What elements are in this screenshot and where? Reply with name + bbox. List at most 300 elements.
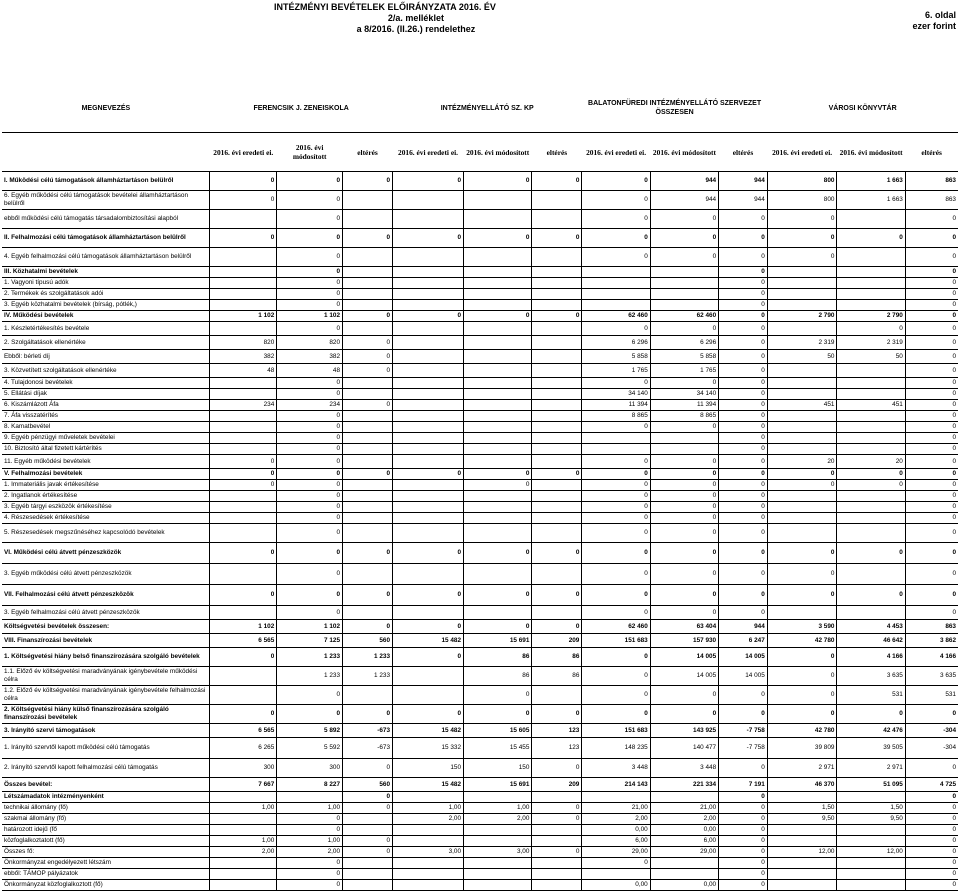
value-cell: 2 971	[767, 759, 837, 778]
value-cell	[393, 513, 464, 524]
blank-header	[2, 133, 210, 172]
value-cell: 0	[719, 480, 768, 491]
value-cell: 0	[343, 311, 393, 322]
value-cell: -304	[905, 738, 958, 759]
value-cell	[532, 444, 582, 455]
value-cell: 1,50	[837, 803, 905, 814]
row-label: 2. Ingatlanok értékesítése	[2, 491, 210, 502]
value-cell	[210, 433, 277, 444]
table-row	[2, 634, 958, 648]
value-cell: 0	[582, 564, 650, 585]
value-cell: 0	[343, 364, 393, 378]
value-cell	[393, 300, 464, 311]
row-label: határozott idejű (fő	[2, 825, 210, 836]
value-cell	[767, 513, 837, 524]
value-cell	[532, 858, 582, 869]
table-row	[2, 847, 958, 858]
value-cell	[210, 667, 277, 686]
value-cell: 0	[767, 686, 837, 705]
value-cell: 0	[767, 543, 837, 564]
value-cell: 944	[650, 172, 718, 191]
value-cell: 0	[719, 229, 768, 248]
value-cell	[582, 792, 650, 803]
value-cell	[464, 433, 532, 444]
value-cell	[837, 378, 905, 389]
value-cell: 1,00	[277, 803, 343, 814]
value-cell	[210, 513, 277, 524]
table-row	[2, 724, 958, 738]
value-cell	[464, 513, 532, 524]
value-cell: 0	[719, 825, 768, 836]
value-cell: 800	[767, 172, 837, 191]
sub-header-cell: 2016. évi módosított	[650, 133, 718, 172]
value-cell: 0	[343, 836, 393, 847]
value-cell	[582, 433, 650, 444]
value-cell	[650, 792, 718, 803]
value-cell: 0	[343, 705, 393, 724]
value-cell: 86	[532, 648, 582, 667]
value-cell	[464, 869, 532, 880]
value-cell: 0	[767, 480, 837, 491]
value-cell: 0	[210, 705, 277, 724]
value-cell: 0	[277, 491, 343, 502]
row-label: ebből működési célú támogatás társadalombiztosítási alapból	[2, 210, 210, 229]
value-cell: 140 477	[650, 738, 718, 759]
value-cell: 1 233	[343, 648, 393, 667]
value-cell: 0	[719, 350, 768, 364]
value-cell	[393, 248, 464, 267]
value-cell: 0	[464, 311, 532, 322]
table-row	[2, 491, 958, 502]
value-cell: 0	[582, 524, 650, 543]
value-cell	[650, 444, 718, 455]
col-name-header: MEGNEVEZÉS	[2, 84, 210, 133]
value-cell	[464, 278, 532, 289]
value-cell: 29,00	[582, 847, 650, 858]
value-cell: 234	[210, 400, 277, 411]
value-cell: 4 166	[905, 648, 958, 667]
value-cell	[650, 869, 718, 880]
table-row	[2, 400, 958, 411]
value-cell	[837, 606, 905, 620]
table-row	[2, 606, 958, 620]
value-cell: 12,00	[837, 847, 905, 858]
value-cell: 0	[719, 422, 768, 433]
sub-header-cell: eltérés	[532, 133, 582, 172]
value-cell: 0	[650, 455, 718, 469]
value-cell	[837, 444, 905, 455]
table-row	[2, 502, 958, 513]
value-cell: 0	[464, 480, 532, 491]
value-cell: -673	[343, 738, 393, 759]
value-cell: 0	[767, 229, 837, 248]
value-cell	[464, 336, 532, 350]
value-cell: 944	[719, 620, 768, 634]
row-label: 3. Egyéb tárgyi eszközök értékesítése	[2, 502, 210, 513]
value-cell	[464, 491, 532, 502]
value-cell: 560	[343, 778, 393, 792]
value-cell	[393, 210, 464, 229]
value-cell: 0	[767, 667, 837, 686]
value-cell	[343, 869, 393, 880]
value-cell: 0	[719, 300, 768, 311]
value-cell: 39 505	[837, 738, 905, 759]
value-cell: 0	[905, 248, 958, 267]
row-label: IV. Működési bevételek	[2, 311, 210, 322]
value-cell	[837, 513, 905, 524]
value-cell: 0	[650, 543, 718, 564]
value-cell: 0	[343, 229, 393, 248]
value-cell: 0	[719, 543, 768, 564]
value-cell: 0	[837, 322, 905, 336]
value-cell	[464, 400, 532, 411]
value-cell: 0	[905, 564, 958, 585]
value-cell: 0	[277, 814, 343, 825]
value-cell	[464, 836, 532, 847]
sub-header-cell: 2016. évi módosított	[277, 133, 343, 172]
value-cell	[393, 686, 464, 705]
value-cell: 0	[532, 759, 582, 778]
value-cell: 0,00	[650, 880, 718, 891]
value-cell	[650, 278, 718, 289]
value-cell: 3 448	[582, 759, 650, 778]
table-row	[2, 289, 958, 300]
row-label: 1.1. Előző év költségvetési maradványának igénybevétele működési célra	[2, 667, 210, 686]
value-cell: 0	[837, 469, 905, 480]
table-row	[2, 300, 958, 311]
value-cell: 0	[719, 564, 768, 585]
group-header: INTÉZMÉNYELLÁTÓ SZ. KP	[393, 84, 582, 133]
value-cell	[532, 278, 582, 289]
table-row	[2, 792, 958, 803]
value-cell: 0	[650, 705, 718, 724]
value-cell: 0	[393, 469, 464, 480]
table-row	[2, 469, 958, 480]
value-cell: 0	[650, 502, 718, 513]
value-cell: 0	[582, 480, 650, 491]
value-cell: 0	[905, 825, 958, 836]
value-cell: 0	[532, 705, 582, 724]
value-cell: 0	[905, 759, 958, 778]
row-label: 3. Egyéb felhalmozási célú átvett pénzeszközök	[2, 606, 210, 620]
row-label: 10. Biztosító által fizetett kártérítés	[2, 444, 210, 455]
value-cell	[464, 858, 532, 869]
value-cell: 0	[905, 792, 958, 803]
value-cell: 863	[905, 620, 958, 634]
value-cell: 0	[719, 869, 768, 880]
value-cell	[210, 411, 277, 422]
value-cell: 0	[837, 543, 905, 564]
value-cell	[767, 880, 837, 891]
value-cell: 0	[277, 502, 343, 513]
value-cell	[767, 411, 837, 422]
value-cell: 7 125	[277, 634, 343, 648]
row-label: Költségvetési bevételek összesen:	[2, 620, 210, 634]
value-cell: 15 455	[464, 738, 532, 759]
value-cell	[837, 267, 905, 278]
value-cell	[767, 422, 837, 433]
value-cell: 3 862	[905, 634, 958, 648]
value-cell: 944	[719, 172, 768, 191]
value-cell: 0	[767, 210, 837, 229]
value-cell: 0	[719, 502, 768, 513]
value-cell	[837, 869, 905, 880]
value-cell: 5 858	[650, 350, 718, 364]
row-label: Összes fő:	[2, 847, 210, 858]
value-cell	[343, 422, 393, 433]
value-cell: 0	[905, 378, 958, 389]
table-row	[2, 229, 958, 248]
annex-label: 2/a. melléklet	[387, 13, 444, 23]
value-cell: 0	[532, 311, 582, 322]
value-cell: 0	[393, 172, 464, 191]
value-cell: 0	[650, 480, 718, 491]
value-cell	[393, 880, 464, 891]
value-cell: 3,00	[393, 847, 464, 858]
value-cell: 0	[905, 858, 958, 869]
value-cell: 0	[719, 248, 768, 267]
value-cell: 0	[277, 455, 343, 469]
value-cell	[464, 378, 532, 389]
row-label: 4. Egyéb felhalmozási célú támogatások államháztartáson belülről	[2, 248, 210, 267]
value-cell: 1 233	[277, 648, 343, 667]
value-cell: 0	[719, 491, 768, 502]
value-cell: 21,00	[650, 803, 718, 814]
table-row	[2, 648, 958, 667]
table-row	[2, 814, 958, 825]
value-cell: 0	[767, 585, 837, 606]
value-cell	[210, 289, 277, 300]
value-cell	[343, 289, 393, 300]
value-cell: 2,00	[393, 814, 464, 825]
value-cell: 0	[905, 411, 958, 422]
value-cell	[532, 389, 582, 400]
value-cell: 0	[393, 229, 464, 248]
table-row	[2, 422, 958, 433]
value-cell: 209	[532, 778, 582, 792]
value-cell: 2,00	[210, 847, 277, 858]
row-label: Létszámadatok intézményenként	[2, 792, 210, 803]
table-row	[2, 620, 958, 634]
value-cell	[210, 880, 277, 891]
value-cell: 0	[719, 210, 768, 229]
value-cell: 0	[582, 648, 650, 667]
value-cell: 0	[719, 322, 768, 336]
value-cell: 0	[277, 248, 343, 267]
value-cell: 0	[905, 389, 958, 400]
value-cell	[210, 825, 277, 836]
value-cell: 0	[767, 469, 837, 480]
value-cell: 1 663	[837, 191, 905, 210]
value-cell: 0	[767, 705, 837, 724]
value-cell: 531	[905, 686, 958, 705]
value-cell	[393, 564, 464, 585]
value-cell: 0	[719, 469, 768, 480]
value-cell	[210, 322, 277, 336]
value-cell	[210, 300, 277, 311]
value-cell: 62 460	[650, 311, 718, 322]
value-cell	[277, 792, 343, 803]
value-cell: 0	[905, 210, 958, 229]
value-cell	[837, 389, 905, 400]
value-cell	[837, 825, 905, 836]
value-cell	[532, 825, 582, 836]
value-cell: 4 725	[905, 778, 958, 792]
value-cell: 29,00	[650, 847, 718, 858]
row-label: Ebből: bérleti díj	[2, 350, 210, 364]
value-cell	[393, 191, 464, 210]
value-cell: 0	[719, 311, 768, 322]
value-cell	[464, 322, 532, 336]
value-cell: 382	[210, 350, 277, 364]
value-cell: 15 482	[393, 724, 464, 738]
value-cell: 157 930	[650, 634, 718, 648]
value-cell	[393, 455, 464, 469]
value-cell: 0	[719, 400, 768, 411]
value-cell	[837, 433, 905, 444]
value-cell: 123	[532, 738, 582, 759]
value-cell: 0	[650, 210, 718, 229]
value-cell	[837, 278, 905, 289]
value-cell	[532, 364, 582, 378]
value-cell: 0	[277, 606, 343, 620]
value-cell: 0	[277, 564, 343, 585]
value-cell	[343, 606, 393, 620]
value-cell: 0	[277, 389, 343, 400]
row-label: 7. Áfa visszatérítés	[2, 411, 210, 422]
row-label: 2. Szolgáltatások ellenértéke	[2, 336, 210, 350]
row-label: 5. Ellátási díjak	[2, 389, 210, 400]
sub-header-row	[2, 133, 958, 172]
table-row	[2, 411, 958, 422]
value-cell: 451	[767, 400, 837, 411]
table-row	[2, 667, 958, 686]
table-row	[2, 869, 958, 880]
value-cell: 1 102	[277, 311, 343, 322]
value-cell	[210, 814, 277, 825]
value-cell	[393, 444, 464, 455]
value-cell	[210, 422, 277, 433]
value-cell: 0	[532, 543, 582, 564]
value-cell	[343, 267, 393, 278]
value-cell	[464, 825, 532, 836]
value-cell	[343, 433, 393, 444]
value-cell	[767, 322, 837, 336]
table-row	[2, 858, 958, 869]
value-cell: 42 476	[837, 724, 905, 738]
value-cell	[464, 210, 532, 229]
value-cell: 0	[905, 350, 958, 364]
value-cell: 6,00	[650, 836, 718, 847]
value-cell: 944	[719, 191, 768, 210]
value-cell: 0	[650, 248, 718, 267]
value-cell	[837, 491, 905, 502]
value-cell	[837, 289, 905, 300]
value-cell: 0	[719, 858, 768, 869]
row-label: 3. Egyéb működési célú átvett pénzeszközök	[2, 564, 210, 585]
row-label: technikai állomány (fő)	[2, 803, 210, 814]
value-cell: 0	[532, 803, 582, 814]
value-cell: 0	[905, 606, 958, 620]
value-cell: 531	[837, 686, 905, 705]
value-cell: 0	[393, 648, 464, 667]
value-cell	[532, 289, 582, 300]
value-cell	[343, 248, 393, 267]
value-cell: 0	[905, 524, 958, 543]
value-cell: 51 095	[837, 778, 905, 792]
value-cell: 0	[210, 648, 277, 667]
value-cell: 0	[719, 364, 768, 378]
row-label: II. Felhalmozási célú támogatások államháztartáson belülről	[2, 229, 210, 248]
table-row	[2, 524, 958, 543]
value-cell: 820	[277, 336, 343, 350]
value-cell	[464, 524, 532, 543]
value-cell: 0	[905, 803, 958, 814]
table-row	[2, 880, 958, 891]
value-cell	[650, 300, 718, 311]
table-row	[2, 455, 958, 469]
value-cell: 6 565	[210, 724, 277, 738]
value-cell	[532, 606, 582, 620]
value-cell	[464, 564, 532, 585]
value-cell: 62 460	[582, 311, 650, 322]
value-cell: 3 590	[767, 620, 837, 634]
value-cell	[343, 378, 393, 389]
table-row	[2, 336, 958, 350]
value-cell: 0	[210, 469, 277, 480]
value-cell	[464, 792, 532, 803]
value-cell: 48	[210, 364, 277, 378]
value-cell	[210, 444, 277, 455]
value-cell: 0	[650, 469, 718, 480]
value-cell: 42 780	[767, 724, 837, 738]
value-cell	[464, 350, 532, 364]
value-cell	[767, 792, 837, 803]
value-cell: 0	[650, 585, 718, 606]
row-label: ebből: TÁMOP pályázatok	[2, 869, 210, 880]
value-cell: 0	[719, 378, 768, 389]
value-cell	[532, 322, 582, 336]
value-cell: 0	[343, 847, 393, 858]
value-cell	[393, 389, 464, 400]
value-cell: 0	[582, 606, 650, 620]
value-cell: 15 605	[464, 724, 532, 738]
value-cell	[464, 455, 532, 469]
value-cell: 0	[582, 469, 650, 480]
value-cell: 12,00	[767, 847, 837, 858]
row-label: VIII. Finanszírozási bevételek	[2, 634, 210, 648]
value-cell: 3 635	[905, 667, 958, 686]
value-cell	[650, 289, 718, 300]
value-cell	[393, 322, 464, 336]
value-cell	[532, 350, 582, 364]
row-label: 3. Egyéb közhatalmi bevételek (bírság, pótlék,)	[2, 300, 210, 311]
value-cell	[393, 267, 464, 278]
value-cell: 1 233	[277, 667, 343, 686]
value-cell	[393, 378, 464, 389]
value-cell: 0	[532, 585, 582, 606]
value-cell	[532, 513, 582, 524]
row-label: V. Felhalmozási bevételek	[2, 469, 210, 480]
row-label: 6. Egyéb működési célú támogatások bevételei államháztartáson belülről	[2, 191, 210, 210]
value-cell	[582, 869, 650, 880]
value-cell	[210, 858, 277, 869]
value-cell	[837, 422, 905, 433]
row-label: 5. Részesedések megszűnéséhez kapcsolódó bevételek	[2, 524, 210, 543]
table-row	[2, 543, 958, 564]
value-cell: 20	[767, 455, 837, 469]
table-row	[2, 513, 958, 524]
